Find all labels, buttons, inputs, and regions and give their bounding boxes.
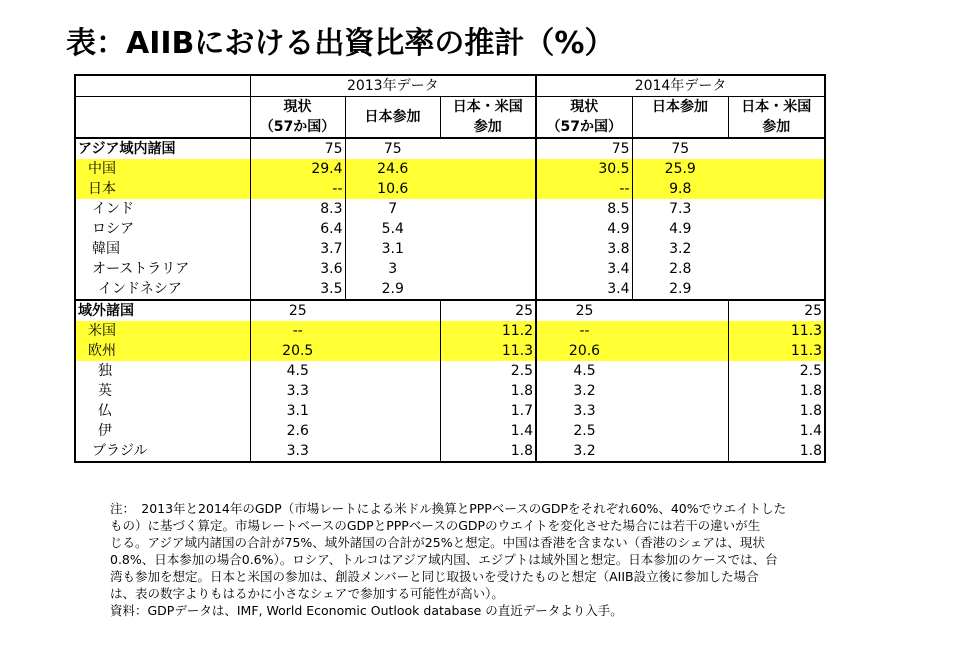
table-cell [440,138,536,159]
table-cell [345,381,440,401]
table-group-row [75,138,825,159]
table-row [75,341,825,361]
table-cell: 4.9 [536,219,632,239]
table-cell [345,401,440,421]
table-cell: -- [250,321,345,341]
table-cell [440,199,536,219]
footnote [110,500,830,619]
table-cell: 11.3 [728,321,825,341]
table-cell [345,441,440,462]
table-cell: 1.8 [440,381,536,401]
table-cell: 3.4 [536,259,632,279]
table-cell: 25 [536,300,632,321]
table-row [75,179,825,199]
table-cell: 3.3 [250,441,345,462]
table-cell: 2.9 [632,279,728,300]
table-cell: 3 [345,259,440,279]
row-label: 域外諸国 [75,300,250,321]
table-cell: 1.8 [728,401,825,421]
table-cell: 75 [536,138,632,159]
header-year-2013: 2013年データ [250,75,536,97]
header-2014-japan: 日本参加 [632,97,728,139]
row-label: ブラジル [75,441,250,462]
table-cell: 4.5 [536,361,632,381]
table-cell: 11.2 [440,321,536,341]
table-cell [345,421,440,441]
row-label: インドネシア [75,279,250,300]
table-cell [440,279,536,300]
table-row [75,321,825,341]
table-cell: 9.8 [632,179,728,199]
row-label: 独 [75,361,250,381]
table-cell: 1.8 [728,441,825,462]
table-cell: 10.6 [345,179,440,199]
header-2013-japan: 日本参加 [345,97,440,139]
table-cell [728,138,825,159]
table-row [75,219,825,239]
table-cell [632,321,728,341]
table-cell [632,421,728,441]
footnote-line: 湾も参加を想定。日本と米国の参加は、創設メンバーと同じ取扱いを受けたものと想定（AIIB設立後に参加した場合 [110,569,759,584]
table-cell [345,341,440,361]
table-cell [728,199,825,219]
row-label: 英 [75,381,250,401]
table-cell: -- [536,179,632,199]
table-cell [728,239,825,259]
row-label: 日本 [75,179,250,199]
table-cell: 3.2 [536,441,632,462]
table-cell: 20.5 [250,341,345,361]
table-row [75,239,825,259]
table-row [75,199,825,219]
row-label: 米国 [75,321,250,341]
row-label: 中国 [75,159,250,179]
table-cell [728,179,825,199]
shareholding-table [74,74,826,463]
table-cell: 1.8 [440,441,536,462]
table-cell: 25 [728,300,825,321]
table-row [75,381,825,401]
table-cell: 75 [250,138,345,159]
table-cell: 2.5 [440,361,536,381]
table-cell: 1.8 [728,381,825,401]
row-label: 伊 [75,421,250,441]
table-cell: 30.5 [536,159,632,179]
header-year-2014: 2014年データ [536,75,825,97]
table-cell [632,361,728,381]
table-cell [728,159,825,179]
table-row [75,361,825,381]
table-cell [632,300,728,321]
table-cell: 3.8 [536,239,632,259]
table-cell [440,259,536,279]
table-cell: 11.3 [728,341,825,361]
row-label: オーストラリア [75,259,250,279]
table-cell: 24.6 [345,159,440,179]
table-cell: 3.4 [536,279,632,300]
table-cell [440,179,536,199]
table-cell: 20.6 [536,341,632,361]
table-cell: 25 [250,300,345,321]
table-cell: 6.4 [250,219,345,239]
table-row [75,159,825,179]
row-label: 韓国 [75,239,250,259]
row-label: ロシア [75,219,250,239]
table-cell [345,321,440,341]
row-label: 仏 [75,401,250,421]
table-cell [728,259,825,279]
table-cell [632,381,728,401]
table-row [75,441,825,462]
table-cell [632,401,728,421]
table-cell: 3.5 [250,279,345,300]
table-cell: 3.2 [632,239,728,259]
table-cell: 2.9 [345,279,440,300]
table-row [75,279,825,300]
header-label-blank [75,97,250,139]
table-cell: 2.5 [536,421,632,441]
table-cell: 25.9 [632,159,728,179]
source-line: 資料：GDPデータは、IMF, World Economic Outlook database の直近データより入手。 [110,603,623,618]
table-cell: 3.1 [250,401,345,421]
table-row [75,421,825,441]
header-corner [75,75,250,97]
row-label: 欧州 [75,341,250,361]
table-cell: 3.3 [250,381,345,401]
table-row [75,259,825,279]
header-2013-current: 現状 （57か国） [250,97,345,139]
table-cell [345,300,440,321]
header-2013-japan-us: 日本・米国 参加 [440,97,536,139]
table-cell: 8.3 [250,199,345,219]
table-cell: 7 [345,199,440,219]
row-label: インド [75,199,250,219]
table-cell [440,219,536,239]
table-cell: 1.7 [440,401,536,421]
table-cell [632,441,728,462]
table-cell: 4.9 [632,219,728,239]
table-cell [632,341,728,361]
table-cell [345,361,440,381]
table-cell: 7.3 [632,199,728,219]
table-cell: 2.6 [250,421,345,441]
header-2014-japan-us: 日本・米国 参加 [728,97,825,139]
table-cell [728,219,825,239]
table-cell: 3.2 [536,381,632,401]
table-cell: -- [250,179,345,199]
footnote-line: 0.8%、日本参加の場合0.6%）。ロシア、トルコはアジア域内国、エジプトは域外国と想定。日本参加のケースでは、台 [110,552,778,567]
table-cell: 25 [440,300,536,321]
table-cell: 11.3 [440,341,536,361]
page-title: 表：AIIBにおける出資比率の推計（%） [66,26,615,61]
table-cell: 75 [345,138,440,159]
table-cell: 2.5 [728,361,825,381]
table-cell: -- [536,321,632,341]
table-cell: 29.4 [250,159,345,179]
table-cell [440,159,536,179]
header-2014-current: 現状 （57か国） [536,97,632,139]
table-cell: 3.7 [250,239,345,259]
table-cell [728,279,825,300]
table-cell: 3.3 [536,401,632,421]
table-group-row [75,300,825,321]
table-cell: 3.6 [250,259,345,279]
table-cell: 4.5 [250,361,345,381]
footnote-line: 注： 2013年と2014年のGDP（市場レートによる米ドル換算とPPPベースのGDPをそれぞれ60%、40%でウエイトした [110,501,787,516]
table-cell: 1.4 [728,421,825,441]
table-cell: 2.8 [632,259,728,279]
table-cell [440,239,536,259]
table-cell: 5.4 [345,219,440,239]
footnote-line: もの）に基づく算定。市場レートベースのGDPとPPPベースのGDPのウエイトを変化させた場合には若干の違いが生 [110,518,761,533]
table-cell: 75 [632,138,728,159]
footnote-line: は、表の数字よりもはるかに小さなシェアで参加する可能性が高い）。 [110,586,504,601]
table-row [75,401,825,421]
row-label: アジア域内諸国 [75,138,250,159]
table-cell: 8.5 [536,199,632,219]
table-cell: 1.4 [440,421,536,441]
footnote-line: じる。アジア域内諸国の合計が75%、域外諸国の合計が25%と想定。中国は香港を含まない（香港のシェアは、現状 [110,535,765,550]
table-cell: 3.1 [345,239,440,259]
